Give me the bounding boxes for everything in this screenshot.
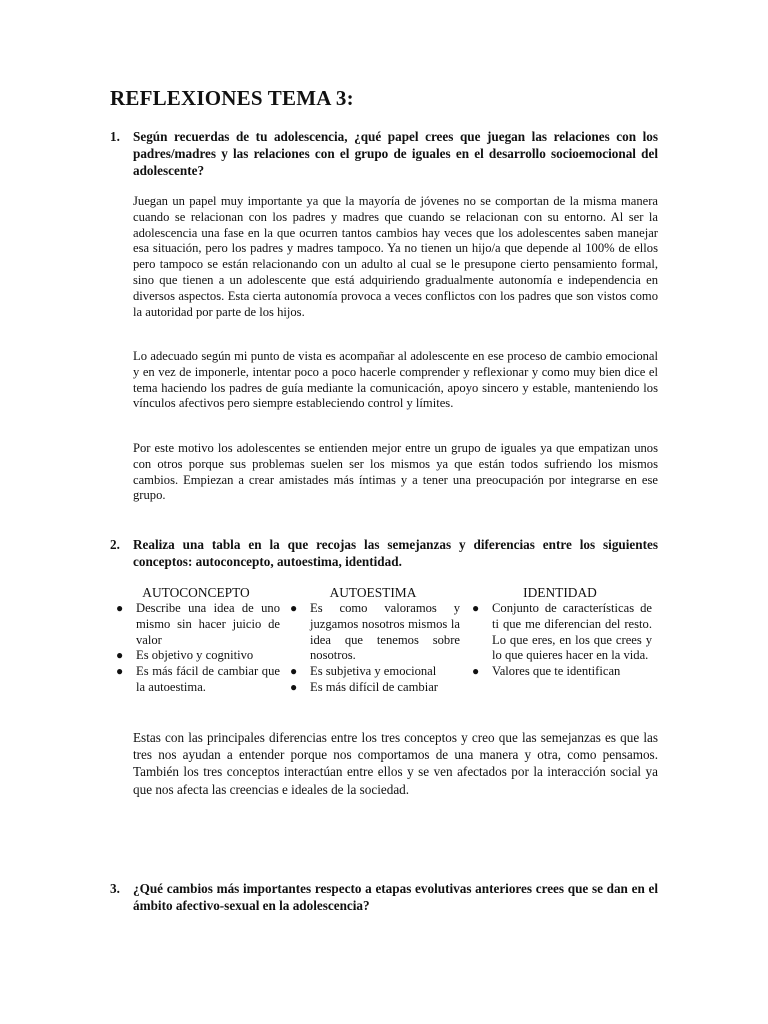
table-column-identidad bbox=[468, 585, 652, 680]
question-2 bbox=[110, 536, 658, 570]
table-column-autoconcepto bbox=[112, 585, 280, 696]
column-header: AUTOESTIMA bbox=[329, 585, 417, 600]
list-item: ● Es más difícil de cambiar bbox=[290, 679, 438, 694]
bullet-icon: ● bbox=[116, 664, 124, 679]
question-3 bbox=[110, 880, 658, 914]
question-text: Según recuerdas de tu adolescencia, ¿qué papel crees que juegan las relaciones con los padres/madres y las relaciones con el grupo de iguales en el desarrollo socioemocional del adolescente? bbox=[133, 129, 658, 178]
list-item: ● Es objetivo y cognitivo bbox=[116, 648, 254, 663]
answer-1-paragraph-3: Por este motivo los adolescentes se entienden mejor entre un grupo de iguales ya que empatizan unos con otros porque sus problemas suelen ser los mismos ya que están todos sufriendo los mismos cambios. Empiezan a crear amistades más íntimas y a tener una preocupación por integrarse en ese grupo. bbox=[133, 441, 658, 503]
column-header: AUTOCONCEPTO bbox=[142, 585, 250, 600]
bullet-icon: ● bbox=[116, 601, 124, 615]
list-item: ● Valores que te identifican bbox=[472, 664, 621, 679]
question-number: 2. bbox=[110, 537, 120, 552]
bullet-icon: ● bbox=[472, 664, 480, 679]
bullet-icon: ● bbox=[290, 601, 298, 615]
question-number: 1. bbox=[110, 129, 120, 144]
answer-1-paragraph-2: Lo adecuado según mi punto de vista es acompañar al adolescente en ese proceso de cambio emocional y en vez de imponerle, intentar poco a poco hacerle comprender y reflexionar y como muy bien dice el tema haciendo los padres de guía mediante la comunicación, apoyo sincero y estable, manteniendo los vínculos afectivos pero siempre estableciendo control y límites. bbox=[133, 349, 658, 411]
table-column-autoestima bbox=[286, 585, 460, 696]
list-item: ● Es subjetiva y emocional bbox=[290, 664, 437, 679]
answer-2-paragraph: Estas con las principales diferencias entre los tres conceptos y creo que las semejanzas es que las tres nos ayudan a entender porque nos comportamos de una manera y otra, como pensamos. También los tres conceptos interactúan entre ellos y se ven afectados por la interacción social ya que nos afecta las creencias e ideales de la sociedad. bbox=[133, 730, 658, 797]
list-item: ● Describe una idea de uno mismo sin hacer juicio de valor bbox=[116, 601, 280, 647]
list-item: ● Conjunto de características de ti que me diferencian del resto. Lo que eres, en los que crees y lo que quieres hacer en la vida. bbox=[472, 601, 652, 663]
list-item: ● Es como valoramos y juzgamos nosotros mismos la idea que tenemos sobre nosotros. bbox=[290, 601, 460, 663]
bullet-icon: ● bbox=[290, 679, 298, 694]
question-number: 3. bbox=[110, 881, 120, 896]
answer-1-paragraph-1: Juegan un papel muy importante ya que la mayoría de jóvenes no se comportan de la misma manera cuando se relacionan con los padres y madres que cuando se relacionan con su entorno. Al ser la adolescencia una fase en la que ocurren tantos cambios hay veces que los adolescentes saben manejar esa situación, pero los padres y madres tampoco. Ya no tienen un hijo/a que depende al 100% de ellos pero tampoco se están relacionando con un adulto al cual se le presupone cierto pensamiento formal, sino que tienen a un adolescente que está adquiriendo gradualmente autonomía e independencia en diversos aspectos. Esta cierta autonomía provoca a veces conflictos con los padres que son vistos como la autoridad por parte de los hijos. bbox=[133, 194, 658, 319]
question-1 bbox=[110, 128, 658, 179]
list-item: ● Es más fácil de cambiar que la autoestima. bbox=[116, 664, 280, 694]
question-text: Realiza una tabla en la que recojas las semejanzas y diferencias entre los siguientes conceptos: autoconcepto, autoestima, identidad. bbox=[133, 537, 658, 569]
bullet-icon: ● bbox=[290, 664, 298, 679]
page-title: REFLEXIONES TEMA 3: bbox=[110, 86, 354, 110]
column-header: IDENTIDAD bbox=[523, 585, 597, 600]
bullet-icon: ● bbox=[116, 648, 124, 663]
bullet-icon: ● bbox=[472, 601, 480, 615]
question-text: ¿Qué cambios más importantes respecto a etapas evolutivas anteriores crees que se dan en el ámbito afectivo-sexual en la adolescencia? bbox=[133, 881, 658, 913]
